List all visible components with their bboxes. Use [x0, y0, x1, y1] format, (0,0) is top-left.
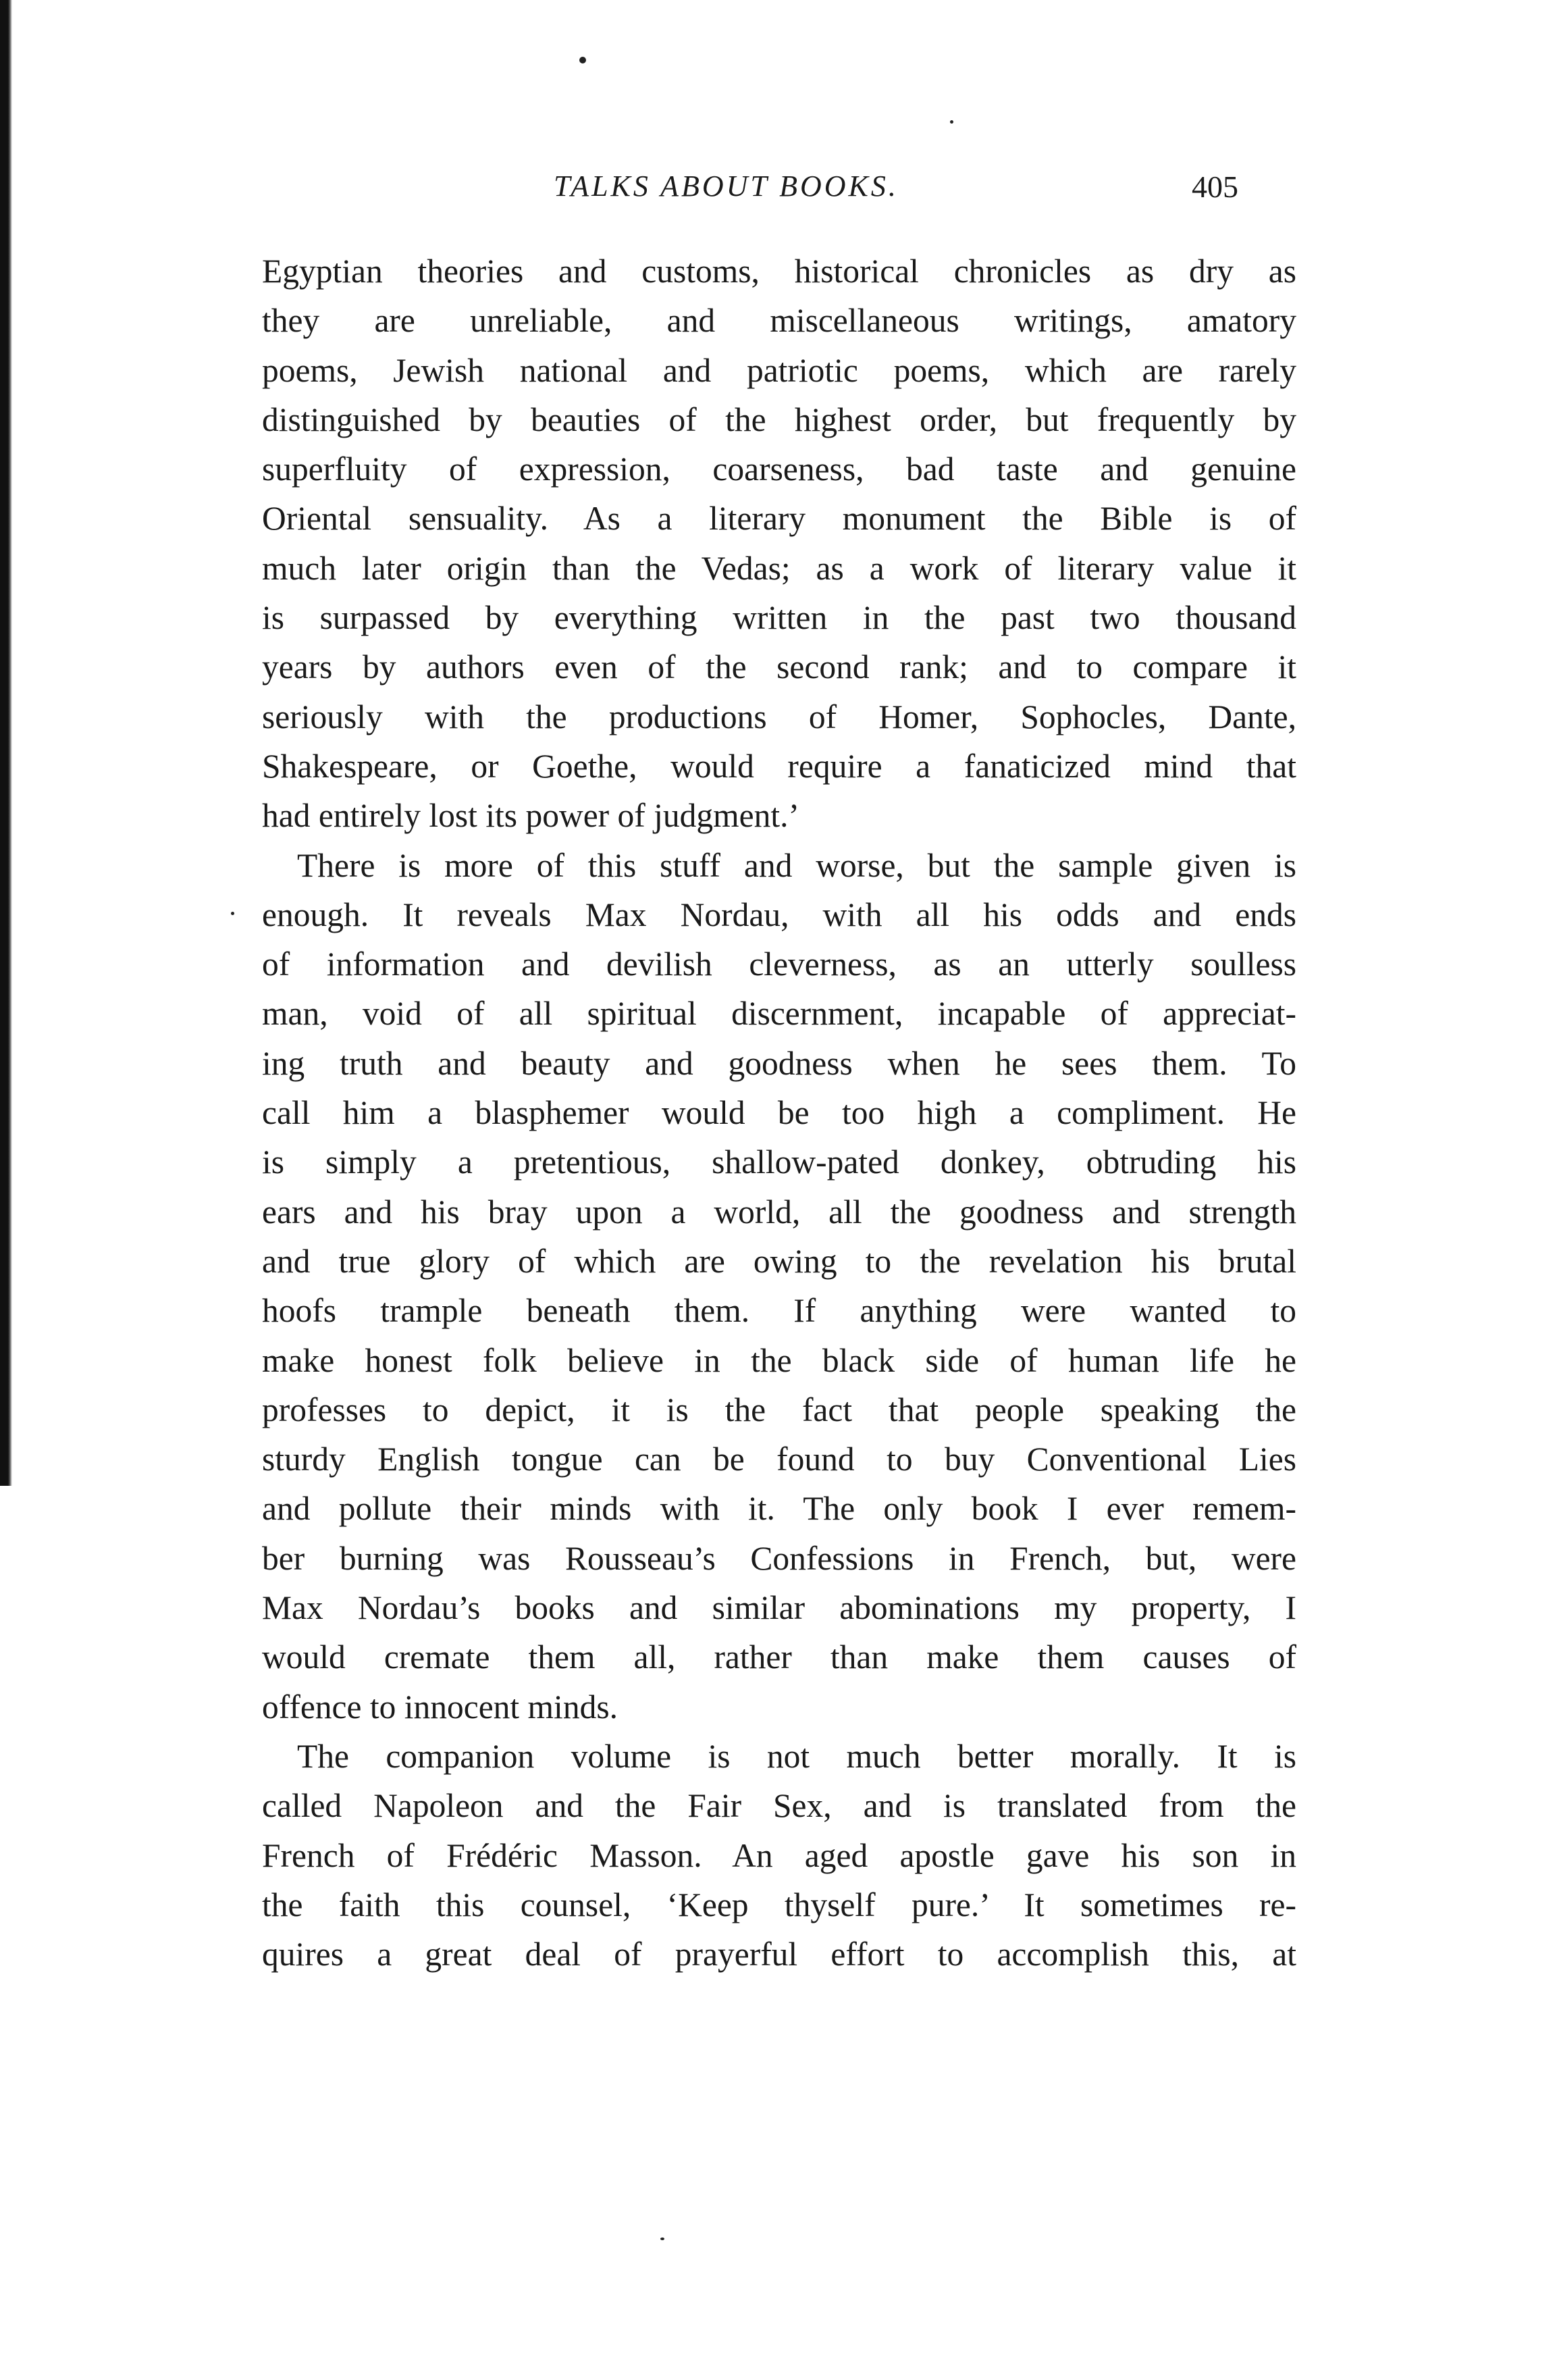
- text-line: Max Nordau’s books and similar abominations my property, I: [262, 1589, 1296, 1627]
- text-line: enough. It reveals Max Nordau, with all his odds and ends: [262, 896, 1296, 933]
- scan-speck: [660, 2237, 664, 2240]
- text-line: make honest folk believe in the black side of human life he: [262, 1341, 1296, 1379]
- text-line: had entirely lost its power of judgment.’: [262, 797, 799, 835]
- text-line: they are unreliable, and miscellaneous writings, amatory: [262, 302, 1296, 340]
- text-line: superfluity of expression, coarseness, bad taste and genuine: [262, 450, 1296, 488]
- text-line: call him a blasphemer would be too high a compliment. He: [262, 1094, 1296, 1132]
- text-line: and true glory of which are owing to the revelation his brutal: [262, 1242, 1296, 1280]
- text-line: distinguished by beauties of the highest order, but frequently by: [262, 400, 1296, 438]
- text-line: is simply a pretentious, shallow-pated donkey, obtruding his: [262, 1143, 1296, 1181]
- running-title: TALKS ABOUT BOOKS.: [554, 170, 899, 203]
- text-line: Shakespeare, or Goethe, would require a fanaticized mind that: [262, 747, 1296, 785]
- text-line: the faith this counsel, ‘Keep thyself pure.’ It sometimes re-: [262, 1886, 1296, 1923]
- scan-speck: [231, 912, 234, 915]
- text-line: is surpassed by everything written in the past two thousand: [262, 599, 1296, 637]
- running-head: [0, 169, 1557, 216]
- text-line: professes to depict, it is the fact that people speaking the: [262, 1391, 1296, 1428]
- text-line: offence to innocent minds.: [262, 1688, 618, 1726]
- text-line: There is more of this stuff and worse, but the sample given is: [297, 846, 1296, 884]
- text-line: ber burning was Rousseau’s Confessions in French, but, were: [262, 1539, 1296, 1577]
- text-line: hoofs trample beneath them. If anything were wanted to: [262, 1292, 1296, 1330]
- text-line: seriously with the productions of Homer, Sophocles, Dante,: [262, 698, 1296, 735]
- text-line: French of Frédéric Masson. An aged apostle gave his son in: [262, 1836, 1296, 1874]
- text-line: poems, Jewish national and patriotic poems, which are rarely: [262, 351, 1296, 389]
- text-line: man, void of all spiritual discernment, incapable of appreciat-: [262, 995, 1296, 1033]
- text-line: years by authors even of the second rank; and to compare it: [262, 648, 1296, 686]
- text-line: called Napoleon and the Fair Sex, and is translated from the: [262, 1787, 1296, 1825]
- text-line: ears and his bray upon a world, all the goodness and strength: [262, 1193, 1296, 1231]
- scan-speck: [579, 57, 586, 63]
- text-line: The companion volume is not much better morally. It is: [297, 1737, 1296, 1775]
- text-line: of information and devilish cleverness, as an utterly soulless: [262, 946, 1296, 983]
- text-line: Oriental sensuality. As a literary monument the Bible is of: [262, 500, 1296, 538]
- scan-page-edge: [0, 0, 12, 1486]
- text-line: ing truth and beauty and goodness when he sees them. To: [262, 1044, 1296, 1082]
- text-line: much later origin than the Vedas; as a work of literary value it: [262, 549, 1296, 587]
- text-line: and pollute their minds with it. The only book I ever remem-: [262, 1490, 1296, 1528]
- body-text: [262, 247, 1296, 1979]
- text-line: sturdy English tongue can be found to buy Conventional Lies: [262, 1441, 1296, 1478]
- text-line: would cremate them all, rather than make them causes of: [262, 1638, 1296, 1676]
- scan-speck: [950, 120, 953, 124]
- page-number: 405: [1192, 170, 1238, 204]
- text-line: quires a great deal of prayerful effort to accomplish this, at: [262, 1936, 1296, 1973]
- text-line: Egyptian theories and customs, historical chronicles as dry as: [262, 253, 1296, 290]
